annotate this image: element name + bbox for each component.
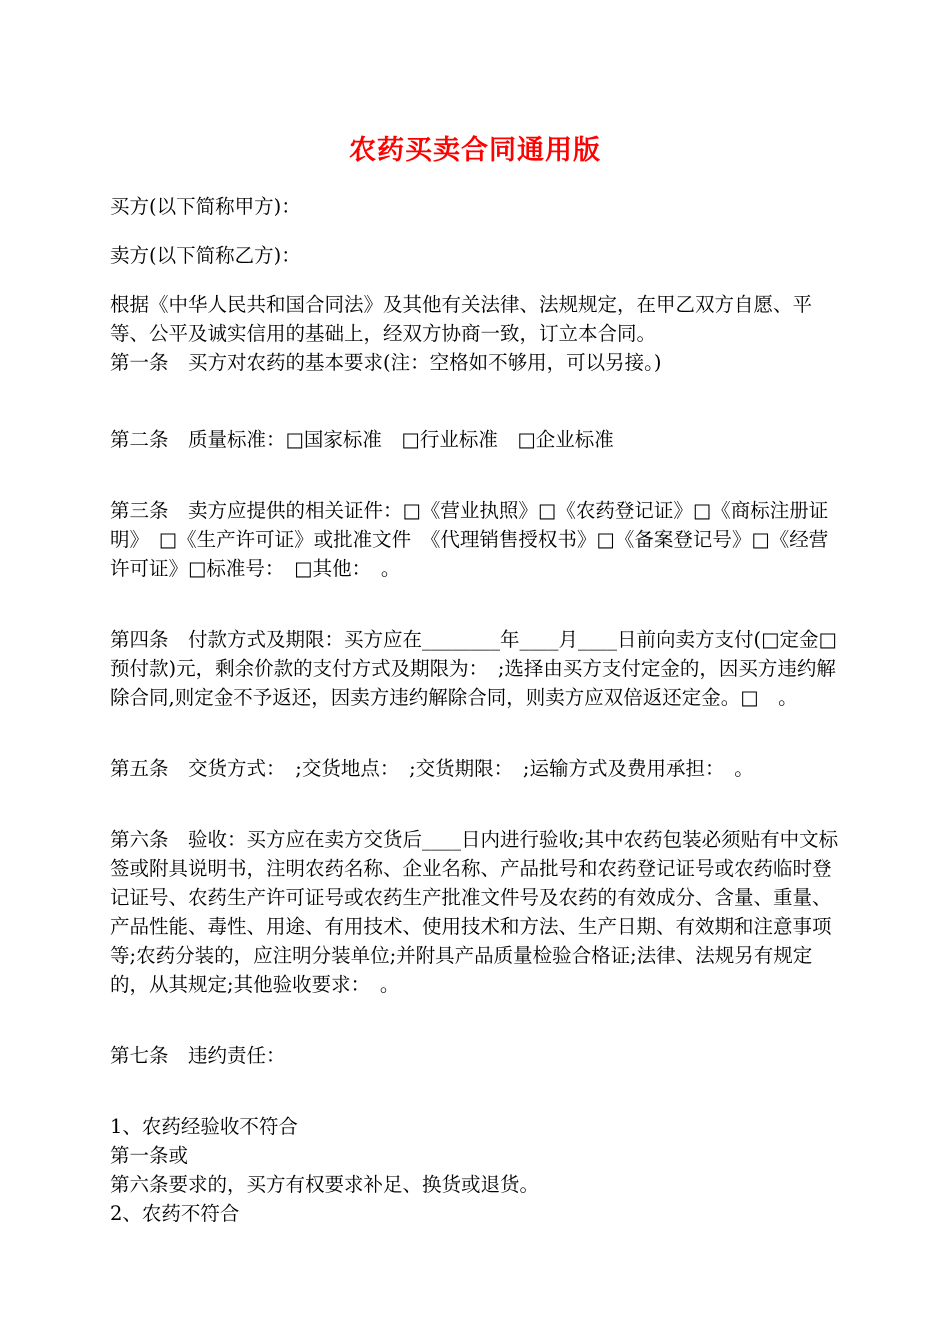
article-3: 第三条 卖方应提供的相关证件：□《营业执照》□《农药登记证》□《商标注册证明》 □《生产许可证》或批准文件 《代理销售授权书》□《备案登记号》□《经营许可证》□标准号： □其他： 。 — [110, 499, 829, 580]
document-title: 农药买卖合同通用版 — [349, 135, 601, 166]
document-body — [110, 192, 845, 1228]
seller-line: 卖方(以下简称乙方)： — [110, 244, 301, 267]
article-1: 第一条 买方对农药的基本要求(注：空格如不够用，可以另接。) — [110, 351, 662, 374]
article-5: 第五条 交货方式： ;交货地点： ;交货期限： ;运输方式及费用承担： 。 — [110, 757, 754, 780]
article-7: 第七条 违约责任： — [110, 1044, 286, 1067]
article-6: 第六条 验收：买方应在卖方交货后____日内进行验收;其中农药包装必须贴有中文标签或附具说明书，注明农药名称、企业名称、产品批号和农药登记证号或农药临时登记证号、农药生产许可证号或农药生产批准文件号及农药的有效成分、含量、重量、产品性能、毒性、用途、有用技术、使用技术和方法、生产日期、有效期和注意事项等;农药分装的，应注明分装单位;并附具产品质量检验合格证;法律、法规另有规定的，从其规定;其他验收要求： 。 — [110, 828, 839, 996]
list-item-2: 2、农药不符合 — [110, 1202, 240, 1225]
list-item-1b: 第一条或 — [110, 1144, 189, 1167]
list-item-1a: 1、农药经验收不符合 — [110, 1115, 298, 1138]
article-2: 第二条 质量标准：□国家标准 □行业标准 □企业标准 — [110, 428, 614, 451]
list-item-1c: 第六条要求的，买方有权要求补足、换货或退货。 — [110, 1173, 540, 1196]
intro-paragraph: 根据《中华人民共和国合同法》及其他有关法律、法规规定，在甲乙双方自愿、平等、公平及诚实信用的基础上，经双方协商一致，订立本合同。 — [110, 293, 813, 345]
article-4: 第四条 付款方式及期限：买方应在________年____月____日前向卖方支付(□定金□预付款)元，剩余价款的支付方式及期限为： ;选择由买方支付定金的，因买方违约解除合同,则定金不予返还，因卖方违约解除合同，则卖方应双倍返还定金。□ 。 — [110, 628, 837, 709]
buyer-line: 买方(以下简称甲方)： — [110, 195, 301, 218]
